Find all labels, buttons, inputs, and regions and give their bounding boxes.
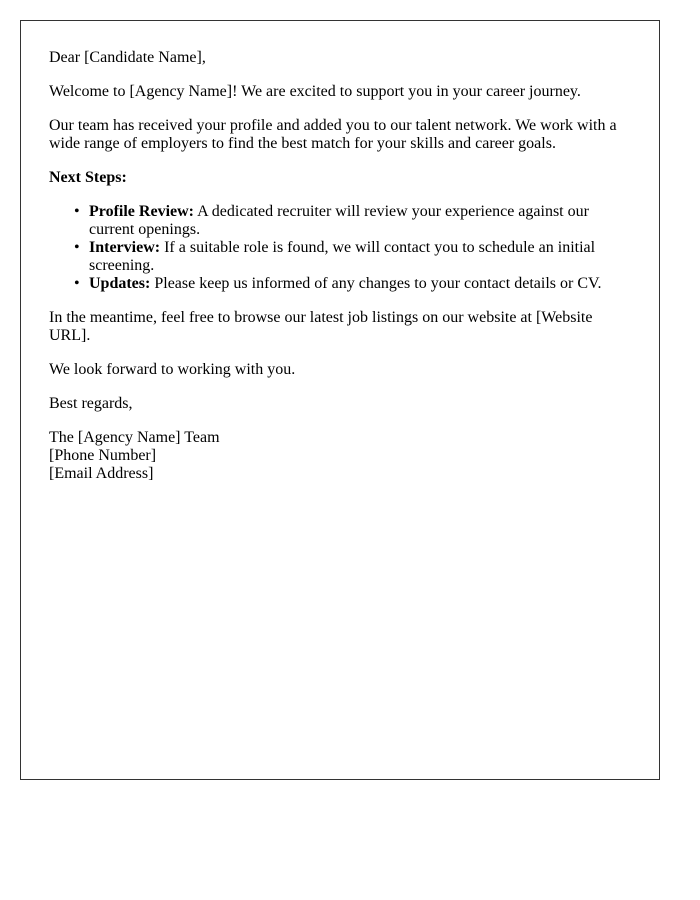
body-paragraph: Our team has received your profile and added you to our talent network. We work with a wide range of employers to find the best match for your skills and career goals.	[49, 117, 617, 152]
next-steps-heading: Next Steps:	[49, 169, 127, 186]
list-item	[74, 275, 631, 293]
intro-paragraph: Welcome to [Agency Name]! We are excited to support you in your career journey.	[49, 83, 581, 100]
next-steps-list	[49, 203, 631, 293]
signature-block	[49, 429, 631, 483]
greeting: Dear [Candidate Name],	[49, 49, 206, 66]
bullet-icon: •	[74, 275, 80, 292]
signature-team: The [Agency Name] Team	[49, 429, 220, 446]
step-text: If a suitable role is found, we will contact you to schedule an initial screening.	[89, 239, 596, 274]
signature-phone: [Phone Number]	[49, 447, 157, 464]
list-item	[74, 203, 631, 239]
step-title: Interview:	[89, 239, 161, 256]
bullet-icon: •	[74, 239, 80, 256]
browse-paragraph: In the meantime, feel free to browse our latest job listings on our website at [Website URL].	[49, 309, 593, 344]
step-text: A dedicated recruiter will review your experience against our current openings.	[89, 203, 589, 238]
step-title: Profile Review:	[89, 203, 194, 220]
closing-line: We look forward to working with you.	[49, 361, 296, 378]
bullet-icon: •	[74, 203, 80, 220]
letter-document	[20, 20, 660, 780]
list-item	[74, 239, 631, 275]
signature-email: [Email Address]	[49, 465, 154, 482]
sign-off: Best regards,	[49, 395, 133, 412]
step-title: Updates:	[89, 275, 151, 292]
step-text: Please keep us informed of any changes to your contact details or CV.	[150, 275, 602, 292]
